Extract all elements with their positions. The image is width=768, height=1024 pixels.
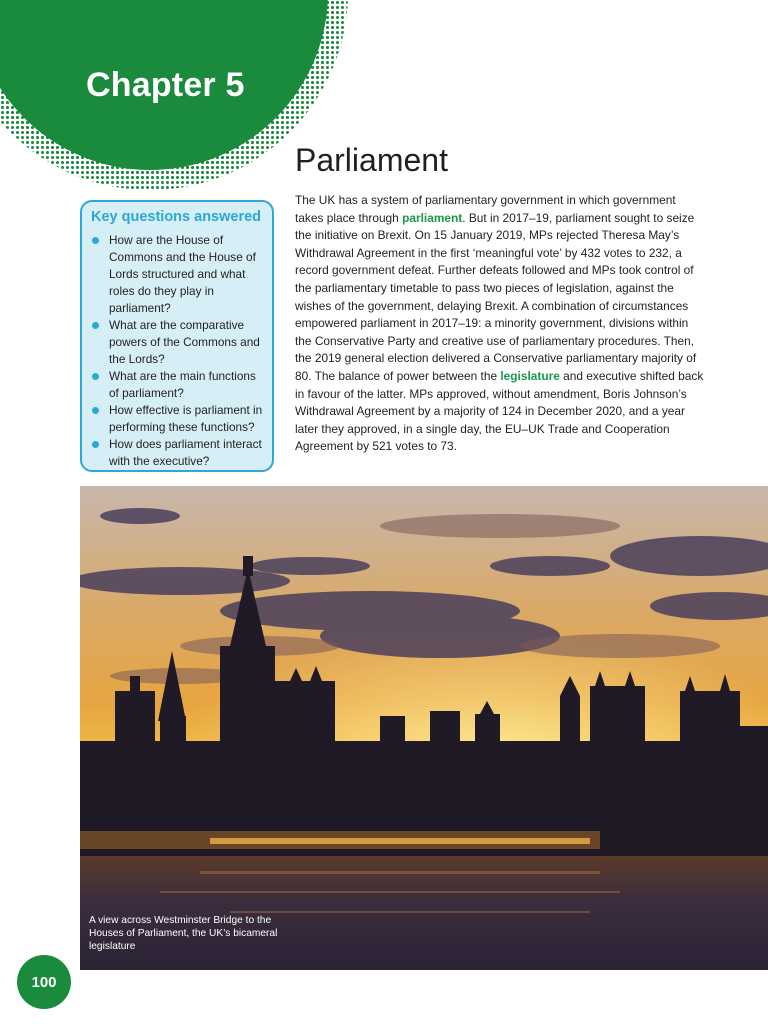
key-term-parliament: parliament bbox=[402, 210, 463, 225]
list-item: What are the main functions of parliament? bbox=[91, 368, 264, 402]
chapter-label: Chapter 5 bbox=[86, 66, 245, 104]
key-term-legislature: legislature bbox=[500, 368, 560, 383]
intro-paragraph: The UK has a system of parliamentary government in which government takes place through parliament. But in 2017–19, parliament sought to seize the initiative on Brexit. On 15 January 2019, MPs rejected Theresa May’s Withdrawal Agreement in the first ‘meaningful vote’ by 432 votes to 232, a record government defeat. Further defeats followed and MPs took control of the parliamentary timetable to pass two pieces of legislation, against the wishes of the government, delaying Brexit. A combination of circumstances empowered parliament in 2017–19: a minority government, divisions within the Conservative Party and creative use of parliamentary procedures. Then, the 2019 general election delivered a Conservative parliamentary majority of 80. The balance of power between the legislature and executive shifted back in favour of the latter. MPs approved, without amendment, Boris Johnson’s Withdrawal Agreement by a majority of 124 in December 2020, and a year later they approved, in a single day, the EU–UK Trade and Cooperation Agreement by 521 votes to 73. bbox=[295, 193, 704, 454]
list-item: What are the comparative powers of the Commons and the Lords? bbox=[91, 317, 264, 368]
bullet-icon bbox=[92, 237, 99, 244]
bullet-icon bbox=[92, 322, 99, 329]
list-item: How does parliament interact with the executive? bbox=[91, 436, 264, 470]
list-item: How are the House of Commons and the House of Lords structured and what roles do they play in parliament? bbox=[91, 232, 264, 317]
page-title: Parliament bbox=[295, 142, 448, 178]
key-questions-box bbox=[80, 200, 274, 472]
bullet-icon bbox=[92, 373, 99, 380]
bullet-icon bbox=[92, 441, 99, 448]
key-questions-title: Key questions answered bbox=[91, 209, 262, 225]
parliament-photo bbox=[80, 486, 768, 970]
photo-caption: A view across Westminster Bridge to the Houses of Parliament, the UK’s bicameral legislature bbox=[89, 915, 278, 952]
page-number: 100 bbox=[17, 955, 71, 1009]
key-questions-list bbox=[91, 232, 264, 470]
list-item: How effective is parliament in performing these functions? bbox=[91, 402, 264, 436]
bullet-icon bbox=[92, 407, 99, 414]
